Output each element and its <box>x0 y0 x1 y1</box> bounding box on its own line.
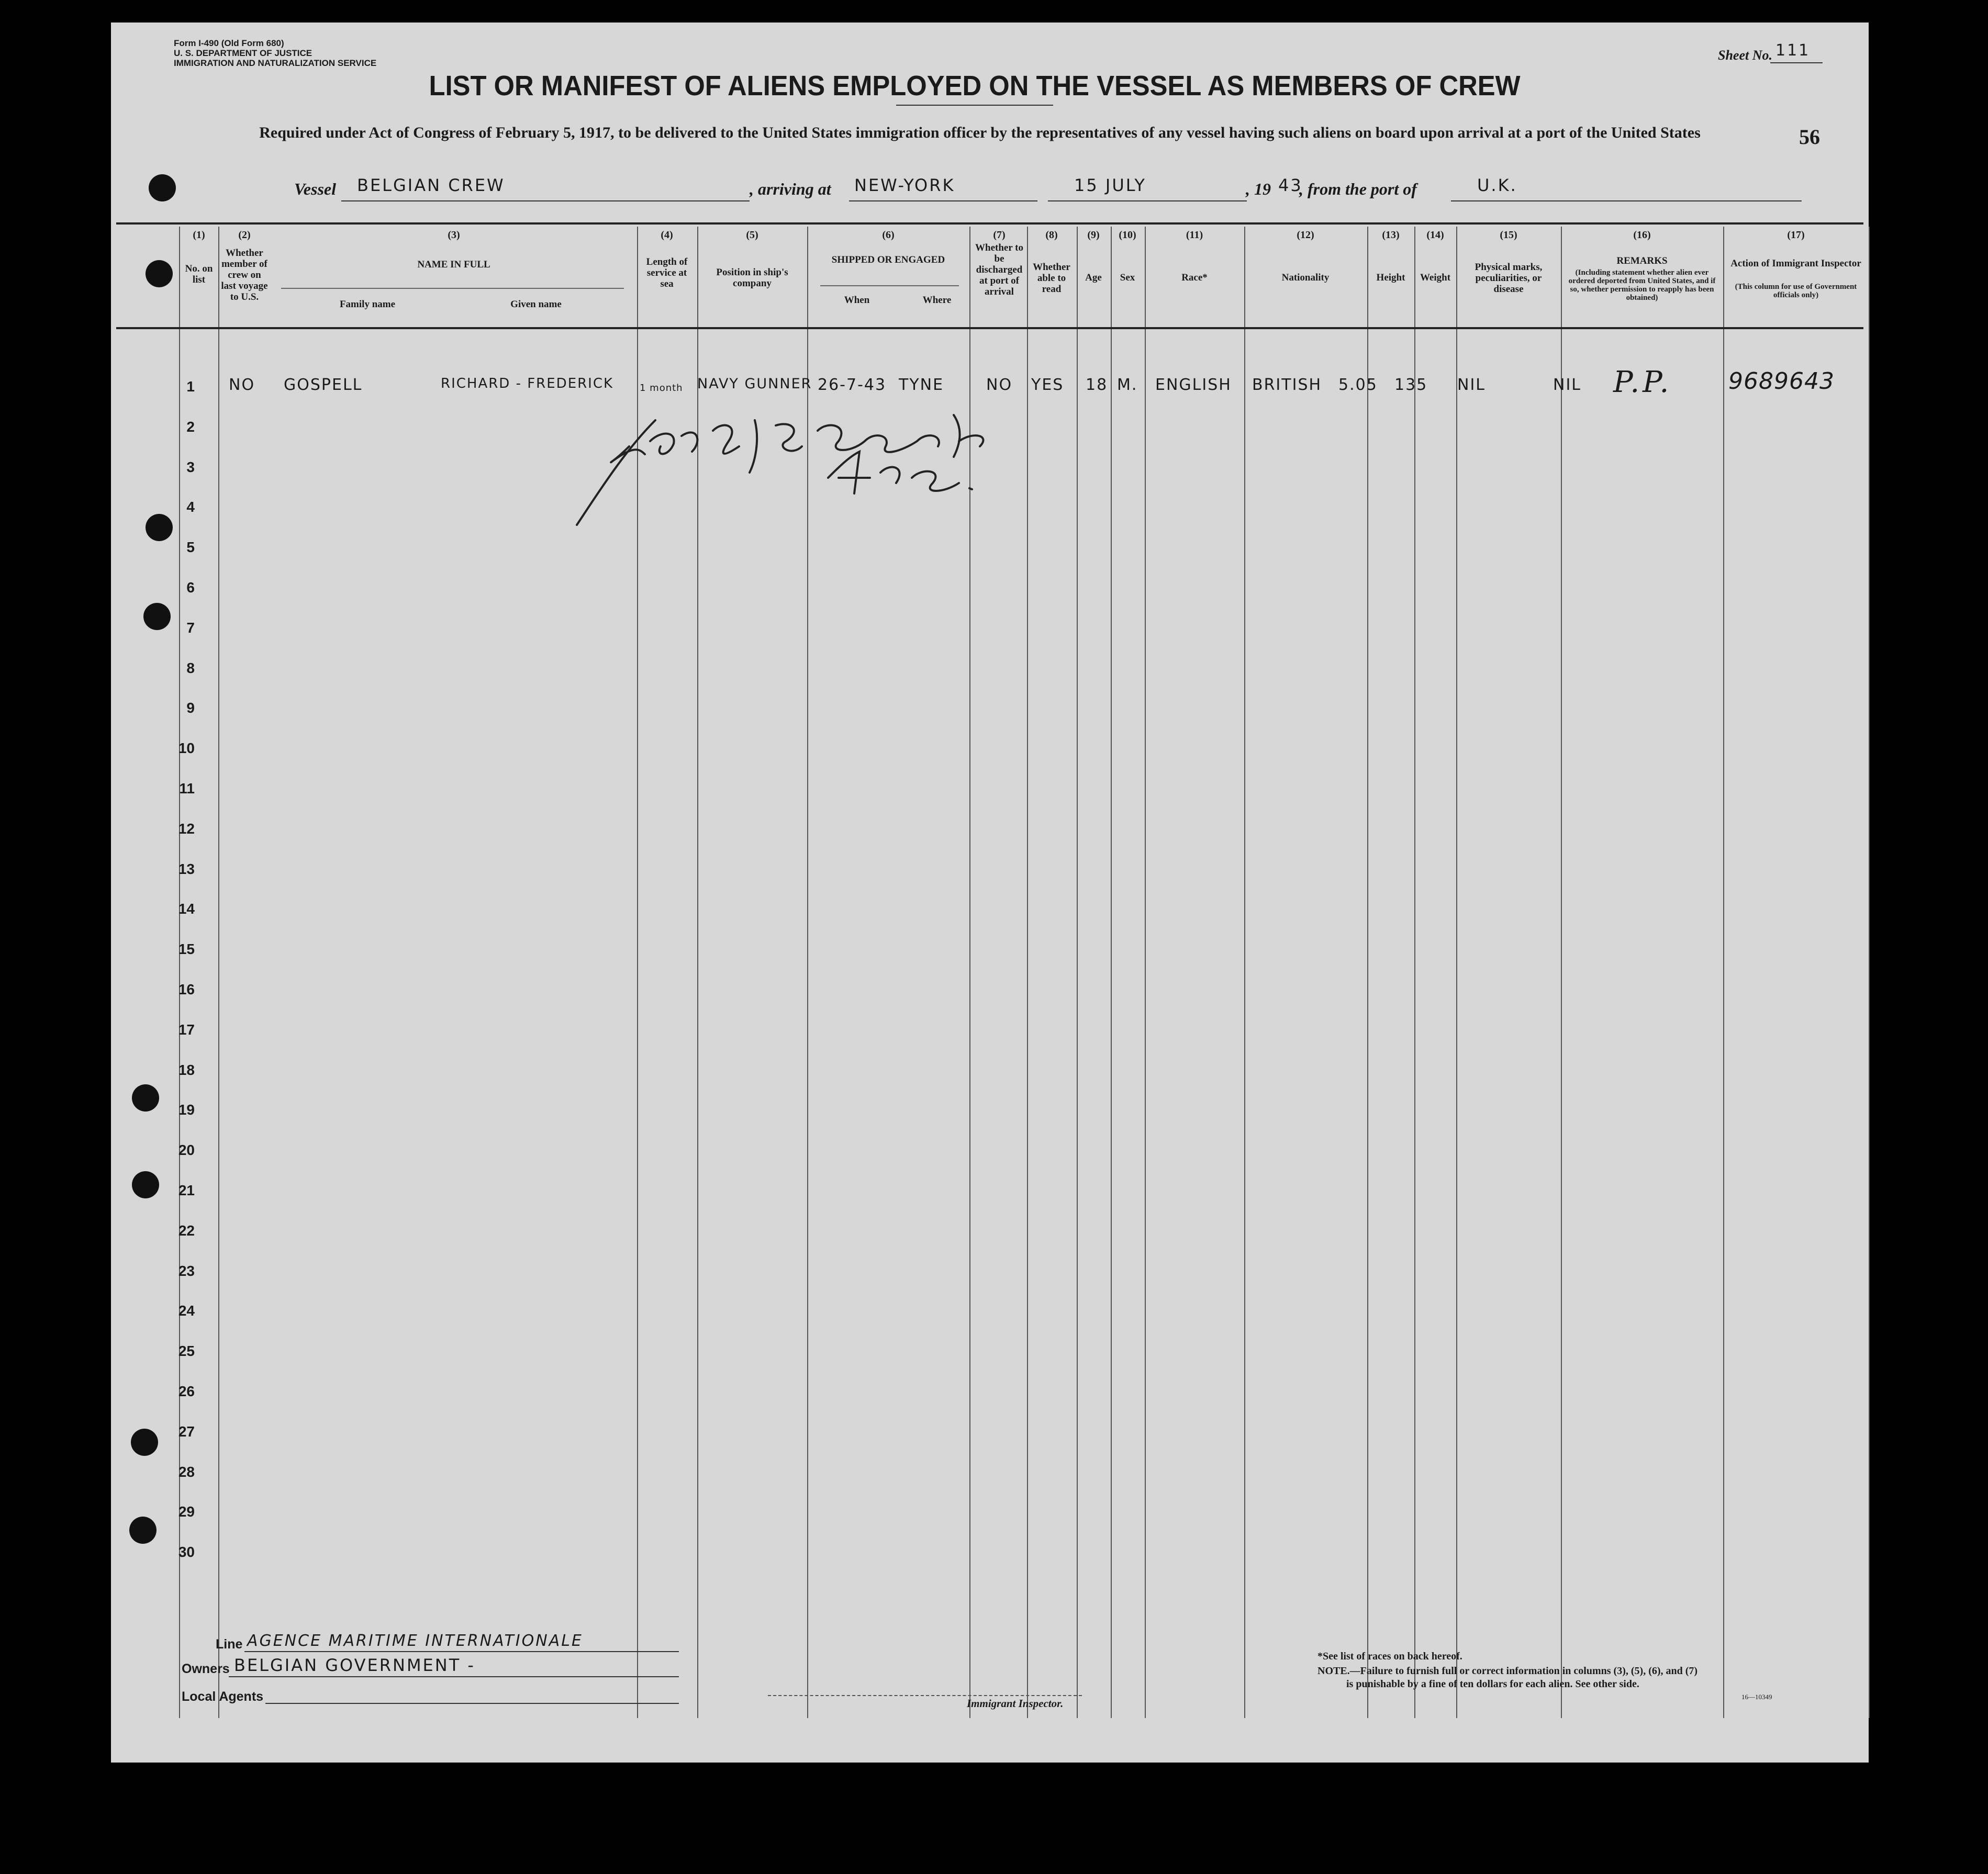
col-header-given-name: Given name <box>510 299 562 310</box>
row-number: 1 <box>186 378 195 395</box>
sheet-underline <box>1770 62 1823 63</box>
punch-hole <box>129 1517 157 1544</box>
col-header-remarks: REMARKS <box>1616 255 1668 266</box>
row-number: 28 <box>178 1463 195 1480</box>
row-number: 21 <box>178 1182 195 1198</box>
entry-weight: 135 <box>1394 376 1428 394</box>
col-num-14: (14) <box>1426 229 1444 241</box>
manifest-page <box>111 23 1869 1763</box>
column-divider <box>1111 227 1112 1718</box>
column-divider <box>218 227 219 1718</box>
arrival-year: 43 <box>1278 175 1303 195</box>
col-num-13: (13) <box>1382 229 1400 241</box>
col-header-shipped-engaged: SHIPPED OR ENGAGED <box>831 254 945 265</box>
col-header-family-name: Family name <box>339 299 396 310</box>
line-underline <box>244 1651 679 1652</box>
col-header-physical-marks: Physical marks, peculiarities, or disease <box>1475 262 1543 295</box>
owners-value: BELGIAN GOVERNMENT - <box>234 1655 475 1675</box>
owners-underline <box>229 1676 679 1677</box>
entry-race: ENGLISH <box>1155 376 1232 394</box>
shipped-header-rule <box>820 285 959 286</box>
row-number: 3 <box>186 458 195 475</box>
arrival-date: 15 JULY <box>1074 175 1146 195</box>
col-num-11: (11) <box>1186 229 1203 241</box>
page-title: LIST OR MANIFEST OF ALIENS EMPLOYED ON THE VESSEL AS MEMBERS OF CREW <box>429 70 1521 102</box>
row-number: 24 <box>178 1303 195 1319</box>
row-number: 17 <box>178 1021 195 1038</box>
col-num-15: (15) <box>1500 229 1517 241</box>
column-divider <box>1561 227 1562 1718</box>
col-header-name-in-full: NAME IN FULL <box>417 259 490 270</box>
agents-underline <box>265 1703 679 1704</box>
header-bottom-rule <box>116 327 1863 329</box>
row-number: 5 <box>186 539 195 556</box>
sheet-number: 111 <box>1775 41 1811 60</box>
col-header-race: Race* <box>1181 272 1208 283</box>
entry-last-voyage: NO <box>229 376 255 394</box>
row-number: 8 <box>186 659 195 676</box>
column-divider <box>179 227 180 1718</box>
entry-shipped-when: 26-7-43 <box>818 376 887 394</box>
row-number: 9 <box>186 700 195 716</box>
row-number: 25 <box>178 1343 195 1360</box>
fine-note-line2: is punishable by a fine of ten dollars for each alien. See other side. <box>1346 1678 1639 1690</box>
col-header-nationality: Nationality <box>1281 272 1330 283</box>
row-number: 16 <box>178 981 195 997</box>
row-number: 11 <box>179 780 195 796</box>
agents-label: Local Agents <box>182 1689 264 1704</box>
row-number: 18 <box>178 1061 195 1078</box>
col-num-12: (12) <box>1297 229 1314 241</box>
row-number: 12 <box>178 820 195 837</box>
punch-hole <box>146 514 173 541</box>
arrival-port: NEW-YORK <box>854 175 955 195</box>
entry-family-name: GOSPELL <box>284 376 363 394</box>
col-header-where: Where <box>922 295 952 306</box>
line-value: AGENCE MARITIME INTERNATIONALE <box>247 1632 583 1650</box>
sheet-label: Sheet No. <box>1718 48 1772 63</box>
column-divider <box>1077 227 1078 1718</box>
column-divider <box>1027 227 1028 1718</box>
row-number: 27 <box>178 1423 195 1440</box>
entry-given-name: RICHARD - FREDERICK <box>441 376 614 391</box>
inspector-signature-line <box>768 1695 1082 1696</box>
col-num-5: (5) <box>746 229 758 241</box>
departure-port: U.K. <box>1477 175 1517 195</box>
entry-physical-marks: NIL <box>1457 376 1486 394</box>
col-header-position: Position in ship's company <box>716 267 788 289</box>
inspector-signature <box>556 410 1027 541</box>
entry-service-length: 1 month <box>640 383 683 394</box>
year-prefix: , 19 <box>1246 179 1271 198</box>
col-header-service-length: Length of service at sea <box>646 256 688 289</box>
row-number: 23 <box>178 1262 195 1279</box>
col-header-sex: Sex <box>1120 272 1135 283</box>
row-number: 10 <box>178 740 195 757</box>
entry-remarks: NIL <box>1553 376 1582 394</box>
col-num-3: (3) <box>448 229 460 241</box>
row-number: 13 <box>178 860 195 877</box>
col-num-10: (10) <box>1119 229 1136 241</box>
entry-height: 5.05 <box>1338 376 1378 394</box>
punch-hole <box>143 603 171 630</box>
col-num-8: (8) <box>1045 229 1058 241</box>
entry-age: 18 <box>1086 376 1108 394</box>
from-port-label: , from the port of <box>1299 179 1417 198</box>
entry-able-to-read: YES <box>1031 376 1064 394</box>
from-port-underline <box>1451 200 1802 201</box>
column-divider <box>1145 227 1146 1718</box>
arriving-label: , arriving at <box>750 179 831 198</box>
header-top-rule <box>116 222 1863 225</box>
entry-position: NAVY GUNNER <box>697 376 812 392</box>
entry-shipped-where: TYNE <box>899 376 944 394</box>
col-header-remarks-note: (Including statement whether alien ever ordered deported from United States, and if so, whether permission to reapply has been obtained) <box>1568 268 1716 302</box>
column-divider <box>1723 227 1724 1718</box>
row-number: 29 <box>178 1503 195 1520</box>
entry-sex: M. <box>1117 376 1138 394</box>
vessel-name: BELGIAN CREW <box>357 175 505 195</box>
col-header-able-to-read: Whether able to read <box>1033 262 1070 295</box>
col-header-no-on-list: No. on list <box>185 263 213 285</box>
department-name: U. S. DEPARTMENT OF JUSTICE <box>174 48 312 58</box>
column-divider <box>1244 227 1245 1718</box>
column-divider <box>1414 227 1415 1718</box>
title-rule <box>896 105 1053 106</box>
col-num-16: (16) <box>1633 229 1651 241</box>
page-subtitle: Required under Act of Congress of February 5, 1917, to be delivered to the United States immigration officer by the representatives of any vessel having such aliens on board upon arrival at a port of the United States <box>259 124 1701 141</box>
row-number: 2 <box>186 418 195 435</box>
vessel-underline <box>341 200 750 201</box>
col-num-17: (17) <box>1787 229 1805 241</box>
col-header-inspector-note: (This column for use of Government officials only) <box>1735 283 1857 299</box>
punch-hole <box>149 174 176 201</box>
col-num-1: (1) <box>193 229 205 241</box>
entry-inspector-action: P.P. <box>1613 365 1672 399</box>
column-divider <box>1367 227 1368 1718</box>
races-note: *See list of races on back hereof. <box>1317 1651 1462 1662</box>
row-number: 4 <box>186 499 195 515</box>
row-number: 26 <box>178 1383 195 1399</box>
name-header-rule <box>281 288 624 289</box>
column-divider <box>1869 227 1870 1718</box>
service-name: IMMIGRATION AND NATURALIZATION SERVICE <box>174 58 377 68</box>
col-header-inspector-action: Action of Immigrant Inspector <box>1730 258 1861 269</box>
vessel-label: Vessel <box>294 179 336 198</box>
form-code: 16—10349 <box>1741 1693 1772 1701</box>
row-number: 19 <box>178 1102 195 1118</box>
owners-label: Owners <box>182 1662 230 1676</box>
col-num-7: (7) <box>993 229 1006 241</box>
col-num-6: (6) <box>882 229 895 241</box>
punch-hole <box>131 1429 158 1456</box>
row-number: 6 <box>186 579 195 596</box>
col-num-9: (9) <box>1087 229 1100 241</box>
col-header-last-voyage: Whether member of crew on last voyage to U.S. <box>221 248 268 302</box>
entry-nationality: BRITISH <box>1252 376 1322 394</box>
col-header-discharged: Whether to be discharged at port of arrival <box>975 242 1023 297</box>
fine-note-line1: NOTE.—Failure to furnish full or correct information in columns (3), (5), (6), and (7) <box>1317 1665 1698 1677</box>
punch-hole <box>146 260 173 287</box>
form-number: Form I-490 (Old Form 680) <box>174 38 284 48</box>
col-header-weight: Weight <box>1420 272 1451 283</box>
row-number: 7 <box>186 619 195 636</box>
col-header-age: Age <box>1085 272 1102 283</box>
col-num-4: (4) <box>661 229 673 241</box>
row-number: 14 <box>178 901 195 917</box>
row-number: 30 <box>178 1544 195 1561</box>
row-number: 15 <box>178 941 195 958</box>
inspector-label: Immigrant Inspector. <box>967 1697 1064 1710</box>
row-number: 22 <box>178 1222 195 1239</box>
punch-hole <box>132 1084 159 1112</box>
page-number: 56 <box>1799 125 1820 149</box>
entry-discharged: NO <box>986 376 1013 394</box>
row-number: 20 <box>178 1142 195 1159</box>
port-underline <box>849 200 1037 201</box>
entry-reference-number: 9689643 <box>1728 368 1835 395</box>
punch-hole <box>132 1171 159 1198</box>
col-header-when: When <box>844 295 870 306</box>
col-header-height: Height <box>1376 272 1405 283</box>
line-label: Line <box>216 1637 243 1652</box>
column-divider <box>1456 227 1457 1718</box>
form-identifier <box>174 38 376 68</box>
col-num-2: (2) <box>238 229 251 241</box>
date-underline <box>1048 200 1247 201</box>
